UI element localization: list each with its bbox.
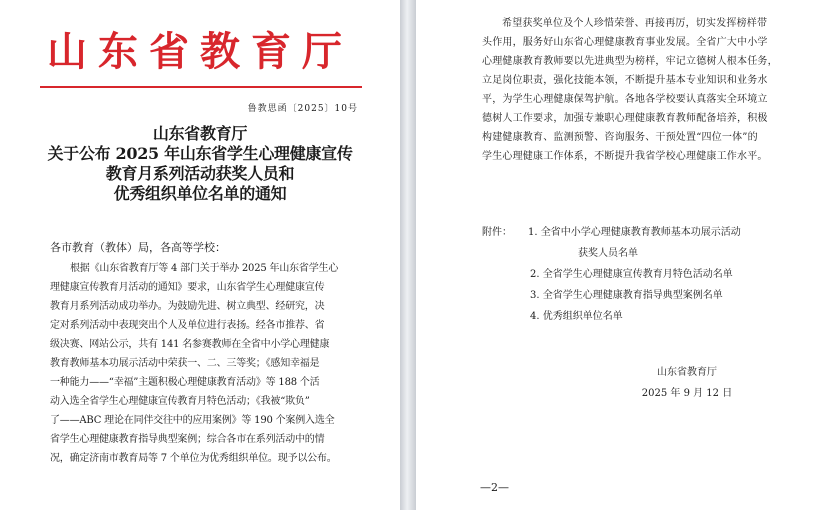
body-line: 理健康宣传教育月活动的通知》要求，山东省学生心理健康宣传 [50,282,325,293]
page-number: —2— [480,481,509,494]
body-text-left [50,259,355,468]
body-line: 立足岗位职责，强化技能本领，不断提升基本专业知识和业务水 [482,75,768,86]
body-line: 一种能力——“幸福”主题积极心理健康教育活动》等 188 个活 [50,377,320,388]
attachment-item: 2. 全省学生心理健康宣传教育月特色活动名单 [530,269,733,280]
attachments-label: 附件： [482,227,512,238]
title-line: 教育月系列活动获奖人员和 [105,164,295,183]
page-gutter [400,0,416,510]
title-line: 山东省教育厅 [152,124,248,143]
body-line: 动入选全省学生心理健康宣传教育月特色活动；《我被“欺负” [50,396,310,407]
title-line: 关于公布 2025 年山东省学生心理健康宣传 [47,144,353,163]
body-line: 德树人工作要求，加强专兼职心理健康教育教师配备培养，积极 [482,113,768,124]
body-line: 教育月系列活动成功举办。为鼓励先进、树立典型、经研究，决 [50,301,325,312]
body-line: 了——ABC 理论在同伴交往中的应用案例》等 190 个案例入选全 [50,415,335,426]
document-number: 鲁教思函〔2025〕10号 [247,104,358,114]
body-line: 构建健康教育、监测预警、咨询服务、干预处置“四位一体”的 [482,132,758,143]
attachment-item: 4. 优秀组织单位名单 [530,311,623,322]
signature-block [416,362,822,404]
signature-org: 山东省教育厅 [657,367,717,378]
body-line: 定对系列活动中表现突出个人及单位进行表扬。经各市推荐、省 [50,320,325,331]
body-line: 学生心理健康工作体系，不断提升我省学校心理健康工作水平。 [482,151,768,162]
salutation: 各市教育（教体）局，各高等学校： [50,241,226,254]
body-line: 省学生心理健康教育指导典型案例；综合各市在系列活动中的情 [50,434,325,445]
letterhead-red-rule [40,86,362,88]
page-1 [0,0,400,510]
notice-title [0,124,400,204]
body-line: 根据《山东省教育厅等 4 部门关于举办 2025 年山东省学生心 [70,263,339,274]
signature-date: 2025 年 9 月 12 日 [641,388,733,399]
body-line: 况，确定济南市教育局等 7 个单位为优秀组织单位。现予以公布。 [50,453,337,464]
attachment-text: 1. 全省中小学心理健康教育教师基本功展示活动 [528,227,741,238]
body-line: 心理健康教育教师要以先进典型为榜样，牢记立德树人根本任务， [482,56,778,67]
body-line: 教育教师基本功展示活动中荣获一、二、三等奖；《感知幸福是 [50,358,320,369]
attachments-list [482,222,782,327]
title-line: 优秀组织单位名单的通知 [113,184,287,203]
body-text-right [482,14,782,166]
body-line: 平，为学生心理健康保驾护航。各地各学校要认真落实全环境立 [482,94,768,105]
letterhead-title: 山东省教育厅 [47,28,353,75]
body-line: 级决赛、网站公示，共有 141 名参赛教师在全省中小学心理健康 [50,339,330,350]
attachment-item [482,222,782,243]
attachment-item-continued: 获奖人员名单 [578,248,638,259]
page-2 [416,0,822,510]
attachment-item: 3. 全省学生心理健康教育指导典型案例名单 [530,290,723,301]
body-line: 希望获奖单位及个人珍惜荣誉、再接再厉，切实发挥榜样带 [502,18,768,29]
body-line: 头作用，服务好山东省心理健康教育事业发展。全省广大中小学 [482,37,768,48]
